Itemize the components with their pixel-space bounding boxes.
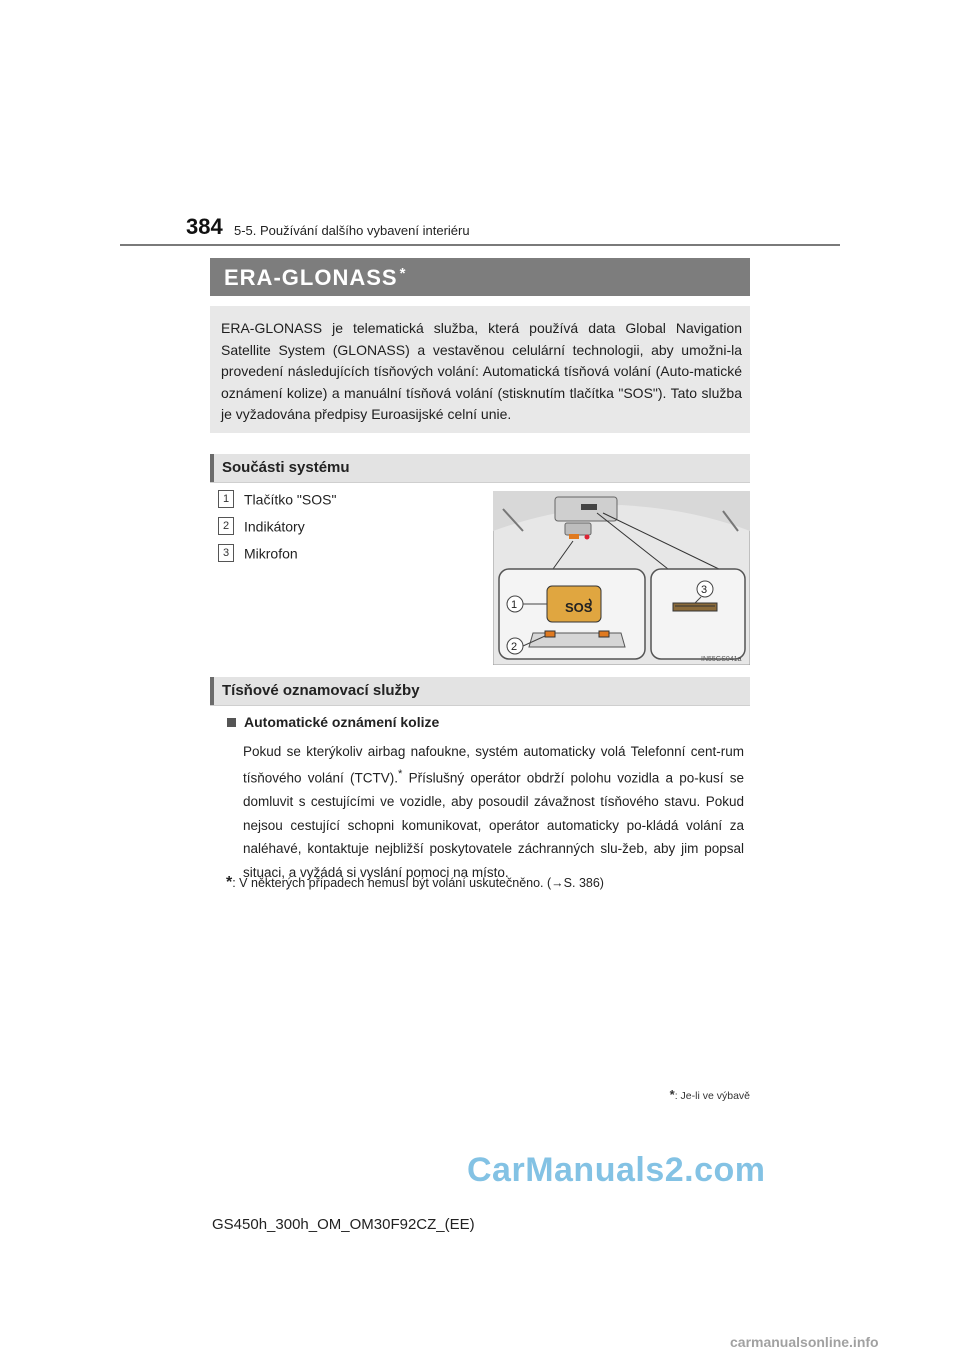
auto-text-part-2: Příslušný operátor obdrží polohu vozidla a po-kusí se domluvit s cestujícími ve vozidle, aby posoudil závažnost tísňového stavu. Pokud nejsou cestující schopni komunikovat, operátor automaticky po-kládá volání za naléhavé, kontaktuje nejbližší poskytovatele záchranných slu-žeb, aby jim popsal situaci, a vyžádá si vyslání pomoci na místo. <box>243 770 744 880</box>
services-heading-bar <box>210 677 750 706</box>
page-number: 384 <box>186 214 223 239</box>
footnote-star: * <box>226 874 233 891</box>
document-code: GS450h_300h_OM_OM30F92CZ_(EE) <box>212 1216 475 1233</box>
overhead-console-illustration <box>493 491 750 665</box>
auto-notification-text <box>243 740 744 884</box>
availability-star: * <box>669 1087 675 1102</box>
auto-notification-heading <box>227 714 439 730</box>
callout-2: 2 <box>511 641 518 653</box>
component-item <box>218 544 298 562</box>
heading-accent <box>210 677 214 705</box>
component-label: Indikátory <box>244 518 305 535</box>
callout-3: 3 <box>701 584 708 596</box>
sos-button-text: SOS <box>565 600 593 615</box>
auto-text-asterisk: * <box>397 768 403 781</box>
component-number-badge: 3 <box>218 544 234 562</box>
title-asterisk: * <box>399 265 407 282</box>
illustration-code: IN55GS041a <box>701 656 742 663</box>
components-heading-bar <box>210 454 750 483</box>
intro-text: ERA-GLONASS je telematická služba, která používá data Global Navigation Satellite System (GLONASS) a vestavěnou celulární technologii, aby umožni-la provedení následujících tísňových volání: Automatická tísňová volání (Auto-matické oznámení kolize) a manuální tísňová volání (stisknutím tlačítka "SOS"). Tato služba je vyžadována předpisy Euroasijské celní unie. <box>221 320 742 423</box>
page-title <box>224 265 406 291</box>
components-heading: Součásti systému <box>222 459 350 476</box>
component-item <box>218 517 305 535</box>
bullet-square-icon <box>227 718 236 727</box>
auto-text-part-1: Pokud se kterýkoliv airbag nafoukne, systém automaticky volá Telefonní cent-rum tísňového volání (TCTV). <box>243 744 744 786</box>
availability-text: : Je-li ve výbavě <box>674 1090 750 1102</box>
availability-note <box>660 1087 750 1102</box>
component-label: Tlačítko "SOS" <box>244 491 337 508</box>
heading-accent <box>210 454 214 482</box>
component-item <box>218 490 336 508</box>
section-title: 5-5. Používání dalšího vybavení interiéru <box>234 223 470 238</box>
component-number-badge: 2 <box>218 517 234 535</box>
page-title-text: ERA-GLONASS <box>224 265 398 290</box>
main-title-bar <box>210 258 750 296</box>
auto-notification-heading-text: Automatické oznámení kolize <box>244 714 440 730</box>
footnote-text: : V některých případech nemusí být volání uskutečněno. (→S. 386) <box>232 876 604 890</box>
watermark-logo: CarManuals2.com <box>467 1151 766 1189</box>
footnote <box>226 874 604 892</box>
component-label: Mikrofon <box>244 545 298 562</box>
services-heading: Tísňové oznamovací služby <box>222 682 420 699</box>
callout-1: 1 <box>511 599 518 611</box>
component-number-badge: 1 <box>218 490 234 508</box>
intro-box <box>210 306 750 433</box>
site-watermark: carmanualsonline.info <box>730 1334 879 1350</box>
header-divider <box>120 244 840 246</box>
